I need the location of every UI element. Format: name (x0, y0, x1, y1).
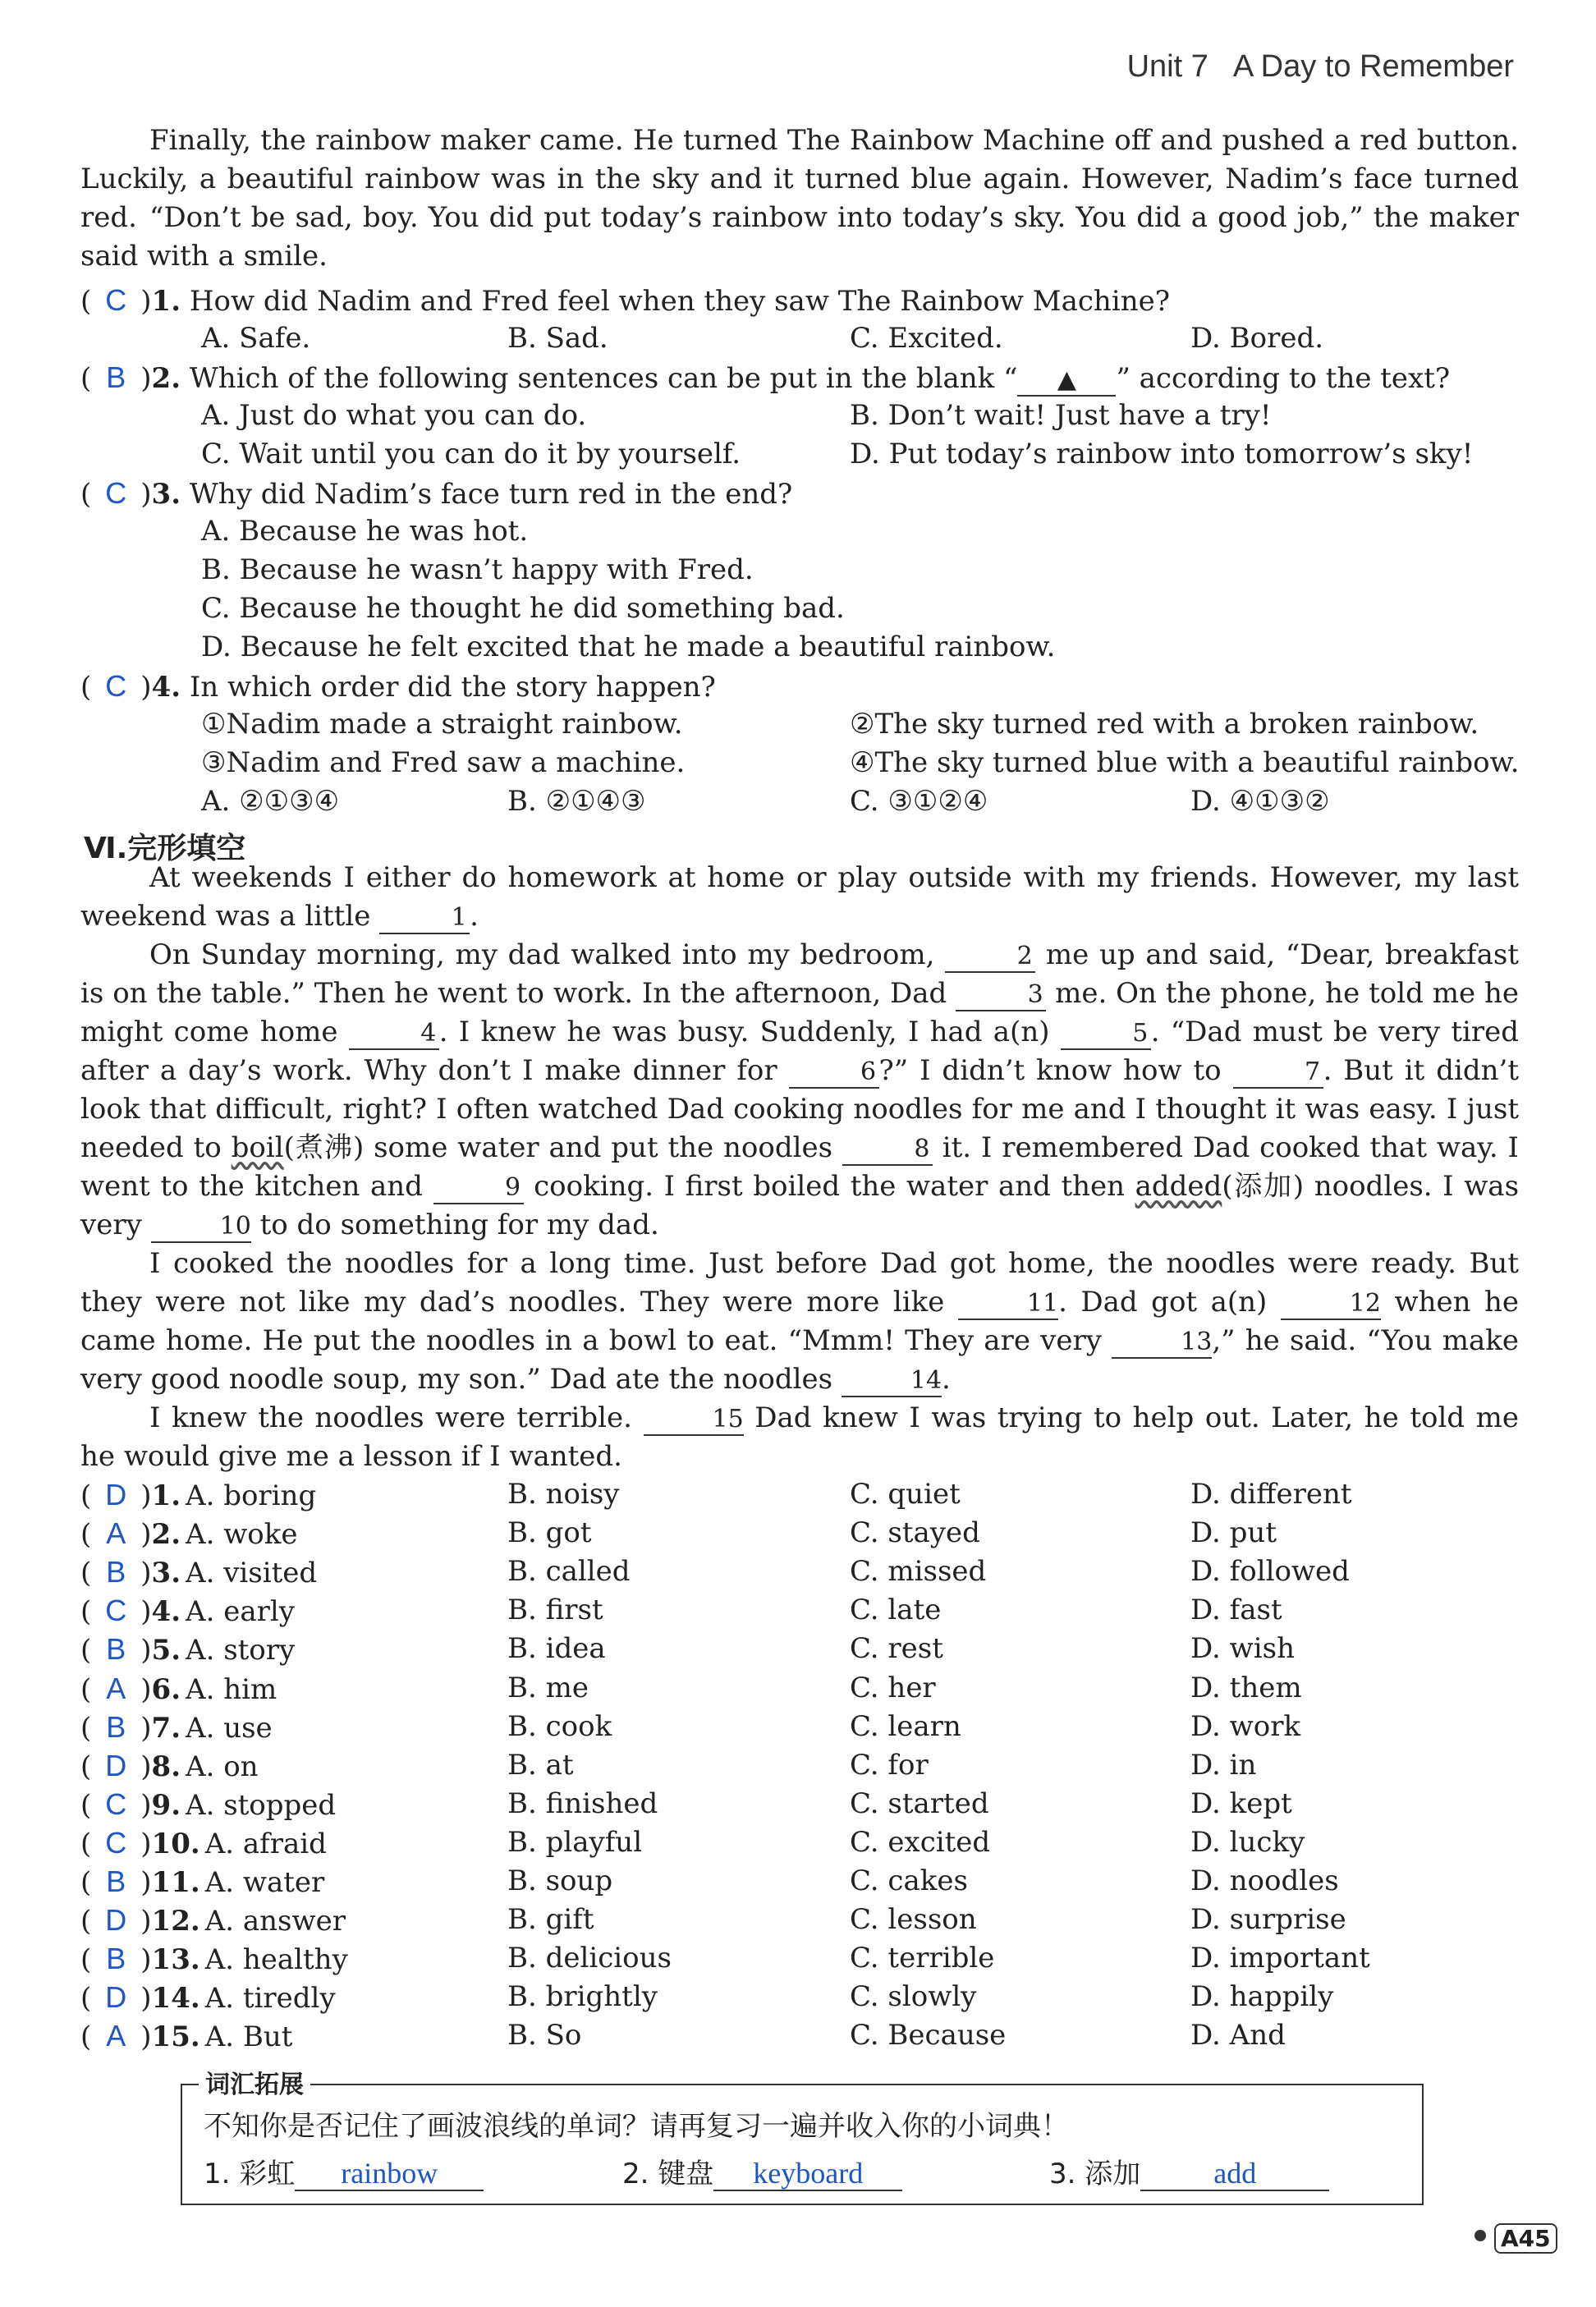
option-a: A. water (204, 1866, 325, 1899)
cloze-blank: 9 (433, 1173, 524, 1204)
cloze-option-row: ( B )5. A. story B. idea C. rest D. wish (80, 1630, 1525, 1668)
option-c: C. for (850, 1748, 929, 1782)
question-text: How did Nadim and Fred feel when they saw The Rainbow Machine? (189, 285, 1170, 318)
option-a: A. story (186, 1634, 296, 1667)
cloze-blank: 10 (151, 1212, 251, 1243)
vocab-item: 3. 添加 add (1049, 2151, 1329, 2191)
answer-mark: C (105, 1825, 127, 1860)
vocab-answer: keyboard (713, 2157, 902, 2191)
option-b: B. delicious (507, 1942, 672, 1975)
cloze-option-row: ( A )2. A. woke B. got C. stayed D. put (80, 1514, 1525, 1553)
option-d: D. kept (1190, 1786, 1292, 1820)
option-b: B. noisy (507, 1478, 620, 1511)
option-a: A. use (186, 1711, 273, 1745)
option-c: C. Because (850, 2019, 1007, 2052)
option-d: D. put (1190, 1516, 1277, 1550)
option-c: C. her (850, 1671, 936, 1704)
answer-mark: D (105, 1748, 127, 1782)
cloze-blank: 1 (379, 903, 470, 934)
option-c: C. quiet (850, 1478, 961, 1511)
worksheet-page: Unit 7 A Day to Remember Finally, the rainbow maker came. He turned The Rainbow Machine off and pushed a red button. Luckily, a beautiful rainbow was in the sky and it turned blue again. However, Nadim’s face turned red. “Don’t be sad, boy. You did put today’s rainbow into today’s sky. You did a good job,” the maker said with a smile. ( C )1. How did Nadim and Fred feel when they saw The Rainbow Machine? A. Safe. B. Sad. C. Excited. D. Bored. ( B )2. Which of the following sentences can be put in the blank “ ▲ ” according to the text? A. Just do what you can do. B. Don’t wait! Just have a try! C. Wait until you can do it by yourself. D. Put today’s rainbow into tomorrow’s sky! ( C )3. Why did Nadim’s face turn red in the end? A. Because he was hot. B. Because he wasn’t happy with Fred. C. Because he thought he did something bad. D. Because he felt excited that he made a beautiful rainbow. ( C )4. In which order did the story happen? ①Nadim made a straight rainbow. ②The sky turned red with a broken rainbow. ③Nadim and Fred saw a machine. ④The sky turned blue with a beautiful rainbow. A. ②①③④ B. ②①④③ C. ③①②④ D. ④①③② Ⅵ.完形填空 At weekends I either do homework at home or play outside with my friends. However, my last weekend was a little 1 . On Sunday morning, my dad walked into my bedroom, 2 me up and said, “Dear, breakfast is on the table.” Then he went to work. In the afternoon, Dad 3 me. On the phone, he told me he might come home 4 . I knew he was busy. Suddenly, I had a(n) 5 . “Dad must be very tired after a day’s work. Why don’t I make dinner for 6 ?” I didn’t know how to 7 . But it didn’t look that difficult, right? I often watched Dad cooking noodles for me and I thought it was easy. I just needed to boil(煮沸) some water and put the noodles 8 it. I remembered Dad cooked that way. I went to the kitchen and 9 cooking. I first boiled the water and then added(添加) noodles. I was very 10 to do something for my dad. I cooked the noodles for a long time. Just before Dad got home, the noodles were ready. But they were not like my dad’s noodles. They were more like 11. Dad got a(n) 12 when he came home. He put the noodles in a bowl to eat. “Mmm! They are very 13,” he said. “You make very good noodle soup, my son.” Dad ate the noodles 14. I knew the noodles were terrible. 15 Dad knew I was trying to help out. Later, he told me he would give me a lesson if I wanted. ( D )1. A. boring B. noisy C. quiet D. different ( A )2. A. woke B. got C. stayed D. put ( B )3. A. visited B. called C. missed D. followed ( C )4. A. early B. first C. late D. fast ( B )5. A. story B. idea C. rest D. wish ( A )6. A. him B. me C. her D. them ( B )7. A. use B. cook C. learn D. work ( D )8. A. on B. at C. for D. in ( C )9. A. stopped B. finished C. started D. kept ( C )10. A. afraid B. playful C. excited D. lucky ( B )11. A. water B. soup C. cakes D. noodles ( D )12. A. answer B. gift C. lesson D. surprise ( B )13. A. healthy B. delicious C. terrible D. important ( D )14. A. tiredly B. brightly C. slowly D. happily ( A )15. A. But B. So C. Because D. And 词汇拓展 不知你是否记住了画波浪线的单词？请再复习一遍并收入你的小词典！ 1. 彩虹 rainbow 2. 键盘 keyboard 3. 添加 add A45 (0, 0, 1596, 2307)
passage-paragraph: Finally, the rainbow maker came. He turned The Rainbow Machine off and pushed a red button. Luckily, a beautiful rainbow was in the sky and it turned blue again. However, Nadim’s face turned red. (80, 124, 1519, 234)
option-d: D. surprise (1190, 1903, 1346, 1937)
option-row: C. Wait until you can do it by yourself. D. Put today’s rainbow into tomorrow’s sky! (201, 438, 1474, 470)
option-d: D. fast (1190, 1594, 1282, 1627)
answer-mark: B (106, 1942, 126, 1976)
option-b: B. at (507, 1748, 574, 1782)
option-d: D. important (1190, 1942, 1370, 1975)
cloze-option-row: ( A )15. A. But B. So C. Because D. And (80, 2016, 1525, 2055)
answer-mark: B (106, 360, 126, 394)
option-d: D. different (1190, 1478, 1352, 1511)
cloze-blank: 8 (842, 1135, 933, 1166)
option-b: B. soup (507, 1864, 613, 1897)
answer-mark: B (106, 1555, 126, 1589)
page-header (1127, 49, 1514, 85)
option-a: A. early (186, 1595, 295, 1629)
option-c: C. excited (850, 1825, 991, 1859)
unit-label: Unit 7 (1126, 49, 1208, 84)
cloze-blank: 6 (789, 1057, 879, 1089)
option-b: B. finished (507, 1786, 658, 1820)
page-dot-icon (1474, 2230, 1486, 2241)
option-a: A. visited (186, 1557, 318, 1590)
option-b: B. brightly (507, 1980, 658, 2014)
vocab-answer: rainbow (295, 2157, 484, 2191)
option-b: B. first (507, 1594, 603, 1627)
cloze-option-row: ( C )10. A. afraid B. playful C. excited D. lucky (80, 1823, 1525, 1862)
option-b: B. playful (507, 1825, 643, 1859)
cloze-blank: 4 (349, 1019, 439, 1050)
cloze-blank: 5 (1061, 1019, 1151, 1050)
answer-mark: A (106, 1516, 126, 1551)
option-a: A. answer (204, 1905, 346, 1938)
unit-title: A Day to Remember (1232, 49, 1514, 84)
section-title: Ⅵ.完形填空 (84, 832, 246, 865)
option-row: A. ②①③④ B. ②①④③ C. ③①②④ D. ④①③② (201, 785, 1330, 818)
answer-mark: C (105, 476, 127, 510)
option-b: B. idea (507, 1632, 606, 1666)
answer-mark: D (105, 1903, 127, 1938)
cloze-option-row: ( C )9. A. stopped B. finished C. started D. kept (80, 1785, 1525, 1823)
vocab-item: 2. 键盘 keyboard (622, 2151, 902, 2191)
option-a: A. woke (186, 1518, 298, 1552)
cloze-paragraph: At weekends I either do homework at home or play outside with my friends. However, my last weekend was a little 1 . (80, 861, 1519, 933)
option-c: C. lesson (850, 1903, 977, 1937)
cloze-option-row: ( B )3. A. visited B. called C. missed D. followed (80, 1553, 1525, 1591)
option-b: B. gift (507, 1903, 594, 1937)
option-d: D. work (1190, 1709, 1301, 1743)
question-row: ( C )3. Why did Nadim’s face turn red in the end? (80, 474, 1525, 512)
option-c: C. terrible (850, 1942, 995, 1975)
option-d: D. wish (1190, 1632, 1295, 1666)
option-b: B. got (507, 1516, 592, 1550)
answer-mark: C (105, 1786, 127, 1821)
option-row: A. Just do what you can do. B. Don’t wait! Just have a try! (201, 399, 1272, 432)
cloze-paragraph: On Sunday morning, my dad walked into my bedroom, 2 me up and said, “Dear, breakfast is on the table.” Then he went to work. In the afternoon, Dad 3 me. On the phone, he told me he might come home 4 . I knew he was busy. Suddenly, I had a(n) 5 . “Dad must be very tired after a day’s work. Why don’t I make dinner for 6 ?” I didn’t know how to 7 . But it didn’t look that difficult, right? I often watched Dad cooking noodles for me and I thought it was easy. I just needed to boil(煮沸) some water and put the noodles 8 it. I remembered Dad cooked that way. I went to the kitchen and 9 cooking. I first boiled the water and then added(添加) noodles. I was very 10 to do something for my dad. (80, 938, 1520, 1241)
option-d: D. followed (1190, 1555, 1350, 1589)
option-c: C. learn (850, 1709, 961, 1743)
option-a: A. afraid (204, 1827, 327, 1860)
cloze-paragraph: I knew the noodles were terrible. 15 Dad knew I was trying to help out. Later, he told me he would give me a lesson if I wanted. (80, 1401, 1520, 1473)
cloze-blank: 2 (945, 942, 1035, 973)
cloze-option-row: ( D )14. A. tiredly B. brightly C. slowly D. happily (80, 1978, 1525, 2016)
answer-mark: D (105, 1980, 127, 2015)
option-d: D. And (1190, 2019, 1286, 2052)
option-a: A. boring (186, 1479, 317, 1512)
option-b: B. called (507, 1555, 631, 1589)
cloze-blank: 11 (958, 1289, 1058, 1320)
answer-mark: C (105, 669, 127, 703)
option-b: B. So (507, 2019, 582, 2052)
question-row: ( B )2. Which of the following sentences can be put in the blank “ ▲ ” according to the text? (80, 358, 1525, 397)
option-c: C. rest (850, 1632, 943, 1666)
answer-mark: B (106, 1709, 126, 1744)
option-a: A. But (204, 2020, 293, 2054)
option-b: B. me (507, 1671, 589, 1704)
option-b: B. cook (507, 1709, 612, 1743)
passage-paragraph: “Don’t be sad, boy. You did put today’s rainbow into today’s sky. You did a good job,” the maker said with a smile. (80, 201, 1519, 273)
answer-mark: C (105, 1594, 127, 1628)
cloze-option-row: ( D )1. A. boring B. noisy C. quiet D. different (80, 1475, 1525, 1514)
option-d: D. noodles (1190, 1864, 1339, 1897)
question-row: ( C )4. In which order did the story happen? (80, 667, 1525, 705)
option-a: A. him (186, 1672, 277, 1706)
cloze-option-row: ( B )7. A. use B. cook C. learn D. work (80, 1708, 1525, 1746)
question-row: ( C )1. How did Nadim and Fred feel when they saw The Rainbow Machine? (80, 281, 1525, 319)
option-c: C. stayed (850, 1516, 980, 1550)
cloze-option-row: ( B )13. A. healthy B. delicious C. terrible D. important (80, 1939, 1525, 1978)
cloze-option-row: ( B )11. A. water B. soup C. cakes D. noodles (80, 1862, 1525, 1901)
option-d: D. happily (1190, 1980, 1334, 2014)
option-a: A. stopped (186, 1788, 337, 1822)
cloze-option-row: ( A )6. A. him B. me C. her D. them (80, 1669, 1525, 1708)
cloze-blank: 7 (1233, 1057, 1323, 1089)
cloze-blank: 12 (1281, 1289, 1381, 1320)
cloze-blank: 15 (644, 1405, 744, 1436)
option-c: C. missed (850, 1555, 987, 1589)
option-c: C. late (850, 1594, 942, 1627)
answer-mark: B (106, 1632, 126, 1667)
vocab-box (181, 2071, 1424, 2205)
cloze-option-row: ( C )4. A. early B. first C. late D. fast (80, 1591, 1525, 1630)
vocab-answer: add (1140, 2157, 1329, 2191)
cloze-blank: 14 (842, 1366, 942, 1397)
answer-mark: C (105, 283, 127, 317)
option-d: D. in (1190, 1748, 1257, 1782)
option-a: A. healthy (204, 1943, 348, 1977)
vocab-title: 词汇拓展 (199, 2064, 310, 2100)
cloze-paragraph: I cooked the noodles for a long time. Just before Dad got home, the noodles were ready. But they were not like my dad’s noodles. They were more like 11. Dad got a(n) 12 when he came home. He put the noodles in a bowl to eat. “Mmm! They are very 13,” he said. “You make very good noodle soup, my son.” Dad ate the noodles 14. (80, 1247, 1520, 1396)
option-d: D. lucky (1190, 1825, 1305, 1859)
cloze-blank: 3 (956, 980, 1046, 1011)
answer-mark: D (105, 1478, 127, 1511)
cloze-option-row: ( D )12. A. answer B. gift C. lesson D. surprise (80, 1901, 1525, 1939)
answer-mark: A (106, 2019, 126, 2053)
page-number: A45 (1494, 2223, 1557, 2254)
option-a: A. on (186, 1750, 259, 1783)
answer-mark: A (106, 1671, 126, 1705)
option-a: A. tiredly (204, 1982, 336, 2016)
option-c: C. slowly (850, 1980, 977, 2014)
wavy-word: added (1135, 1170, 1222, 1203)
answer-mark: B (106, 1864, 126, 1898)
vocab-item: 1. 彩虹 rainbow (204, 2151, 484, 2191)
vocab-instruction: 不知你是否记住了画波浪线的单词？请再复习一遍并收入你的小词典！ (204, 2110, 1069, 2143)
wavy-word: boil (231, 1131, 284, 1164)
cloze-blank: 13 (1112, 1328, 1212, 1359)
option-c: C. cakes (850, 1864, 968, 1897)
blank-triangle: ▲ (1017, 365, 1116, 397)
cloze-option-row: ( D )8. A. on B. at C. for D. in (80, 1746, 1525, 1785)
option-c: C. started (850, 1786, 989, 1820)
option-d: D. them (1190, 1671, 1302, 1704)
option-row: A. Safe. B. Sad. C. Excited. D. Bored. (201, 322, 1324, 355)
